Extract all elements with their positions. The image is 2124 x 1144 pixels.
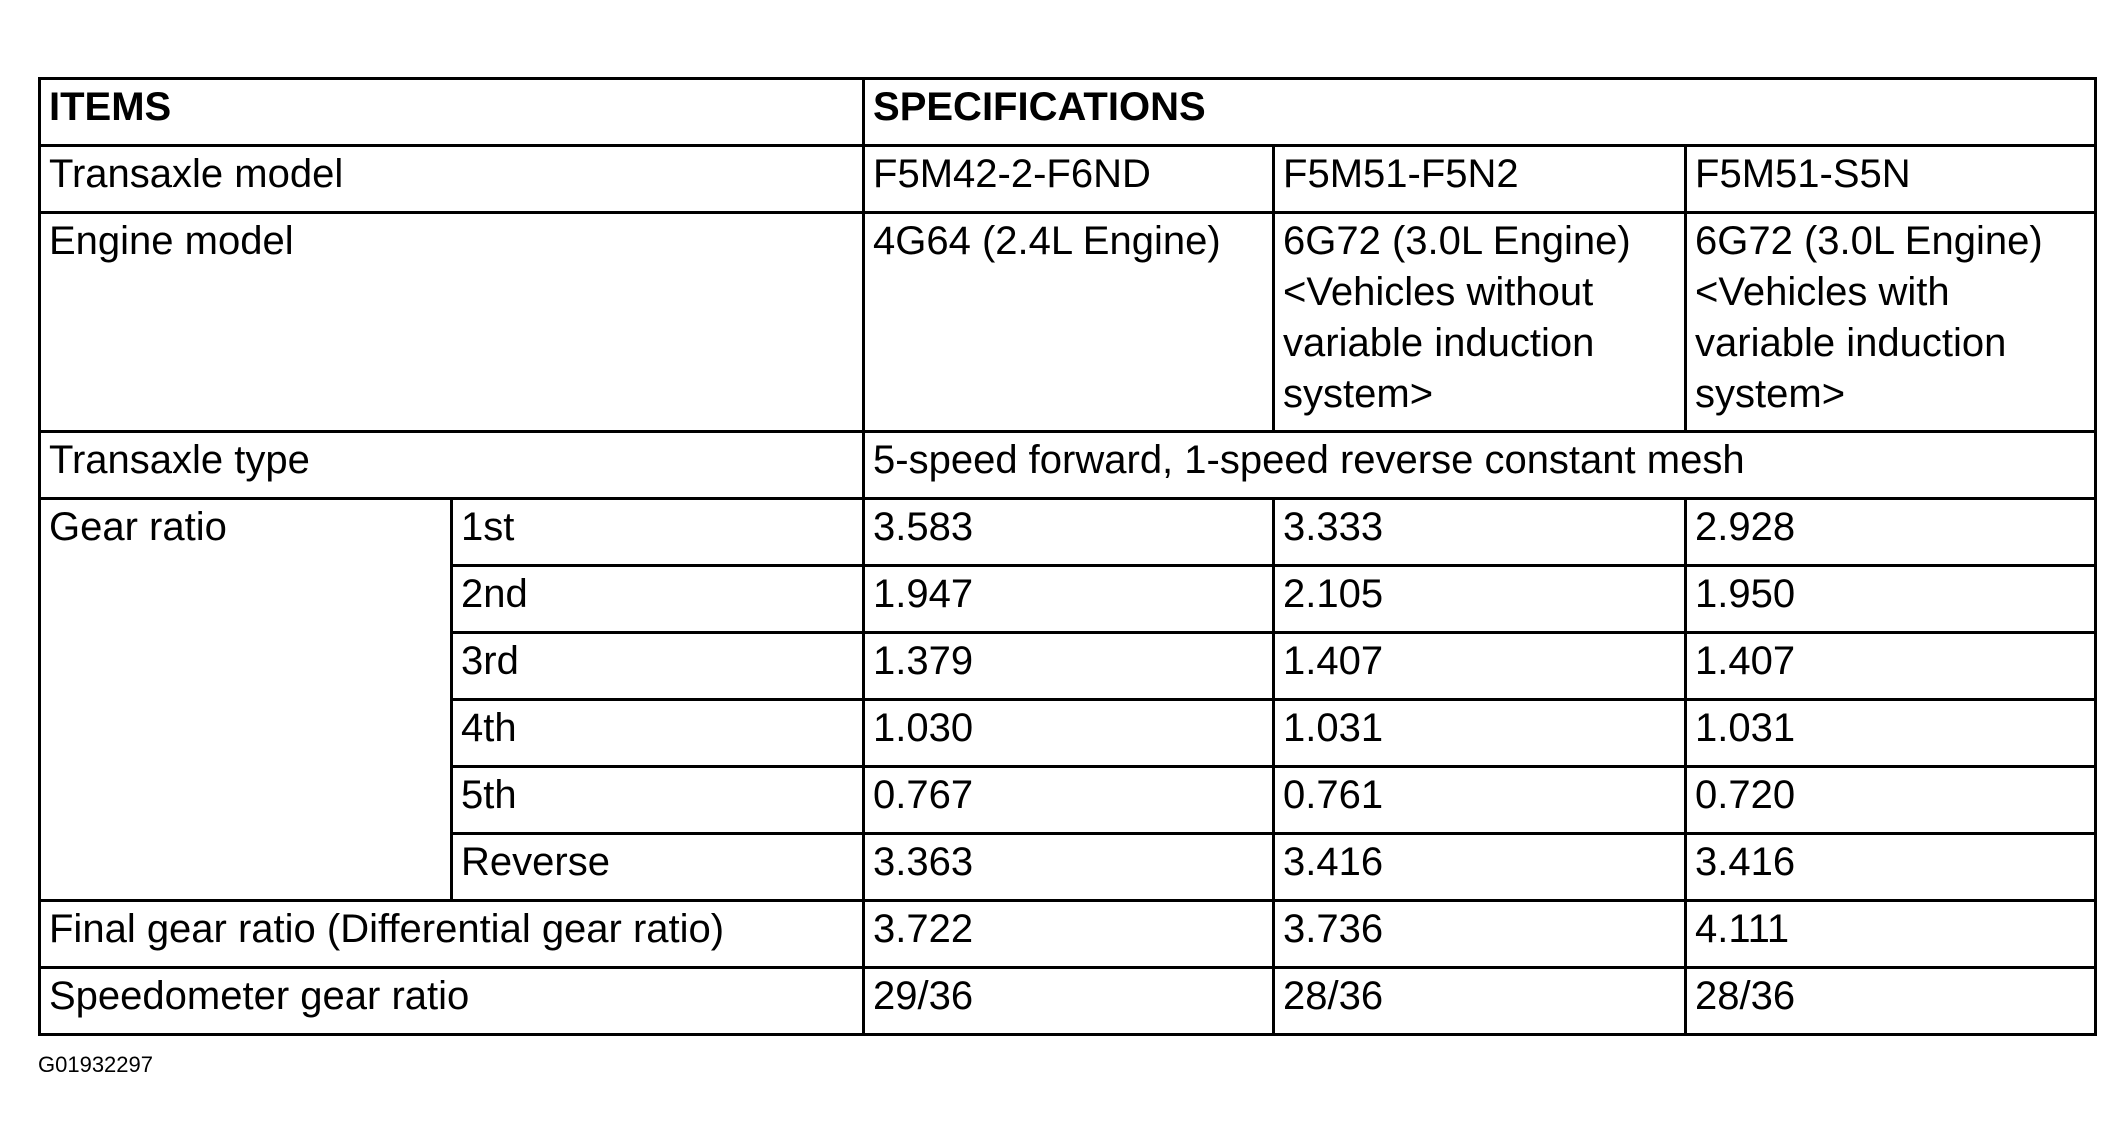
table-cell: 0.767 — [864, 767, 1274, 834]
table-cell: 4.111 — [1686, 901, 2096, 968]
table-cell: 28/36 — [1686, 968, 2096, 1035]
table-cell: 2.928 — [1686, 499, 2096, 566]
row-label: Transaxle type — [40, 432, 864, 499]
gear-label: Reverse — [452, 834, 864, 901]
specifications-table — [38, 77, 2097, 1036]
table-cell: 1.030 — [864, 700, 1274, 767]
table-cell: 1.407 — [1274, 633, 1686, 700]
table-cell: 1.947 — [864, 566, 1274, 633]
gear-ratio-row — [40, 499, 2096, 566]
header-row — [40, 79, 2096, 146]
table-cell: F5M51-F5N2 — [1274, 146, 1686, 213]
row-label: Engine model — [40, 213, 864, 432]
row-label: Speedometer gear ratio — [40, 968, 864, 1035]
gear-label: 5th — [452, 767, 864, 834]
table-cell: 6G72 (3.0L Engine) <Vehicles with variable induction system> — [1686, 213, 2096, 432]
row-label: Final gear ratio (Differential gear ratio) — [40, 901, 864, 968]
table-cell: 3.333 — [1274, 499, 1686, 566]
table-cell: 1.950 — [1686, 566, 2096, 633]
gear-label: 4th — [452, 700, 864, 767]
transaxle-type-row — [40, 432, 2096, 499]
gear-label: 2nd — [452, 566, 864, 633]
figure-id: G01932297 — [38, 1052, 153, 1077]
table-cell: 3.736 — [1274, 901, 1686, 968]
table-cell: 6G72 (3.0L Engine) <Vehicles without variable induction system> — [1274, 213, 1686, 432]
transaxle-model-row — [40, 146, 2096, 213]
table-cell: 3.416 — [1686, 834, 2096, 901]
row-label: Transaxle model — [40, 146, 864, 213]
gear-label: 1st — [452, 499, 864, 566]
specifications-header: SPECIFICATIONS — [864, 79, 2096, 146]
speedometer-gear-ratio-row — [40, 968, 2096, 1035]
table-cell: 0.720 — [1686, 767, 2096, 834]
table-cell: 28/36 — [1274, 968, 1686, 1035]
final-gear-ratio-row — [40, 901, 2096, 968]
table-cell: 1.031 — [1274, 700, 1686, 767]
engine-model-row — [40, 213, 2096, 432]
items-header: ITEMS — [40, 79, 864, 146]
table-cell: 4G64 (2.4L Engine) — [864, 213, 1274, 432]
table-cell: F5M42-2-F6ND — [864, 146, 1274, 213]
table-cell: 0.761 — [1274, 767, 1686, 834]
table-cell: 1.407 — [1686, 633, 2096, 700]
table-cell: 5-speed forward, 1-speed reverse constant mesh — [864, 432, 2096, 499]
table-cell: 29/36 — [864, 968, 1274, 1035]
table-cell: 1.031 — [1686, 700, 2096, 767]
table-cell: 3.416 — [1274, 834, 1686, 901]
table-cell: 1.379 — [864, 633, 1274, 700]
table-cell: 3.722 — [864, 901, 1274, 968]
table-cell: 3.583 — [864, 499, 1274, 566]
gear-label: 3rd — [452, 633, 864, 700]
table-cell: F5M51-S5N — [1686, 146, 2096, 213]
row-label: Gear ratio — [40, 499, 452, 901]
table-cell: 3.363 — [864, 834, 1274, 901]
table-cell: 2.105 — [1274, 566, 1686, 633]
